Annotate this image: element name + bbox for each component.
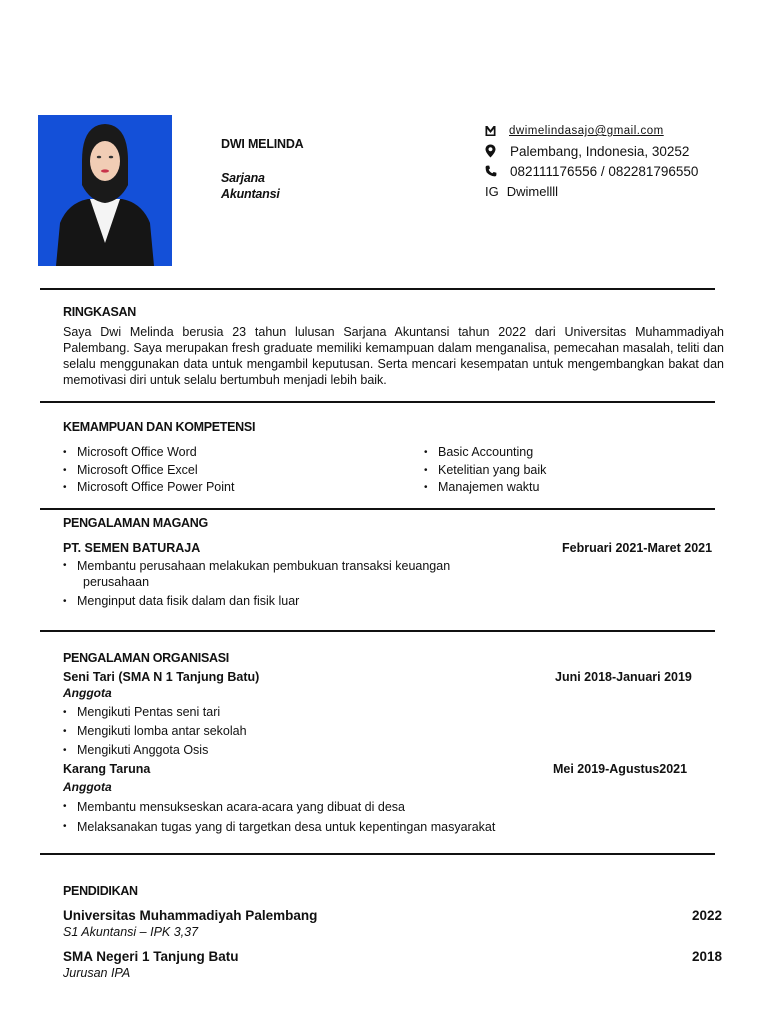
school-year: 2018 — [692, 949, 723, 964]
email-icon — [485, 123, 503, 139]
divider — [40, 288, 715, 290]
skills-right-list — [424, 444, 546, 497]
list-item: • Manajemen waktu — [424, 479, 546, 497]
list-item: • Ketelitian yang baik — [424, 462, 546, 480]
org-name: Seni Tari (SMA N 1 Tanjung Batu) — [63, 670, 260, 684]
divider — [40, 401, 715, 403]
list-item: • Mengikuti Pentas seni tari — [63, 703, 247, 722]
school-year: 2022 — [692, 908, 723, 923]
education-heading: PENDIDIKAN — [63, 884, 138, 898]
school-name: SMA Negeri 1 Tanjung Batu — [63, 949, 239, 964]
person-portrait-illustration — [38, 115, 172, 266]
list-item: • Microsoft Office Excel — [63, 462, 234, 480]
summary-heading: RINGKASAN — [63, 305, 136, 319]
phone-text: 082111176556 / 082281796550 — [510, 163, 699, 179]
internship-company: PT. SEMEN BATURAJA — [63, 541, 201, 555]
skills-heading: KEMAMPUAN DAN KOMPETENSI — [63, 420, 256, 434]
list-item: • Basic Accounting — [424, 444, 546, 462]
list-item: • Microsoft Office Word — [63, 444, 234, 462]
phone-icon — [485, 163, 503, 179]
org-role: Anggota — [63, 686, 112, 700]
internship-list — [63, 558, 503, 611]
skills-left-list — [63, 444, 234, 497]
contact-ig-row — [485, 181, 698, 201]
org-list — [63, 797, 495, 837]
school-name: Universitas Muhammadiyah Palembang — [63, 908, 318, 923]
title-line-2: Akuntansi — [221, 187, 280, 201]
org-period: Juni 2018-Januari 2019 — [555, 670, 692, 684]
list-item: • Menginput data fisik dalam dan fisik luar — [63, 593, 503, 611]
internship-heading: PENGALAMAN MAGANG — [63, 516, 208, 530]
contact-email-row — [485, 121, 698, 141]
divider — [40, 630, 715, 632]
contact-location-row — [485, 141, 698, 161]
list-item — [63, 558, 503, 590]
location-text: Palembang, Indonesia, 30252 — [510, 143, 690, 159]
org-period: Mei 2019-Agustus2021 — [553, 762, 688, 776]
school-detail: S1 Akuntansi – IPK 3,37 — [63, 925, 199, 939]
divider — [40, 508, 715, 510]
organization-heading: PENGALAMAN ORGANISASI — [63, 651, 229, 665]
list-item: • Membantu mensukseskan acara-acara yang dibuat di desa — [63, 797, 495, 817]
ig-handle: Dwimellll — [506, 183, 559, 199]
person-name: DWI MELINDA — [221, 137, 304, 151]
list-item: • Microsoft Office Power Point — [63, 479, 234, 497]
profile-photo — [38, 115, 172, 266]
contact-phone-row — [485, 161, 698, 181]
location-pin-icon — [485, 143, 503, 159]
org-list — [63, 703, 247, 760]
org-name: Karang Taruna — [63, 762, 151, 776]
email-link[interactable]: dwimelindasajo@gmail.com — [509, 125, 664, 137]
list-item-text: Membantu perusahaan melakukan pembukuan transaksi keuangan — [77, 559, 451, 573]
divider — [40, 853, 715, 855]
list-item: • Mengikuti Anggota Osis — [63, 741, 247, 760]
org-role: Anggota — [63, 780, 112, 794]
school-detail: Jurusan IPA — [63, 966, 131, 980]
list-item: • Melaksanakan tugas yang di targetkan desa untuk kepentingan masyarakat — [63, 817, 495, 837]
person-title — [221, 170, 280, 202]
summary-text: Saya Dwi Melinda berusia 23 tahun lulusan Sarjana Akuntansi tahun 2022 dari Universitas Muhammadiyah Palembang. Saya merupakan fresh graduate memiliki kemampuan dalam menganalisa, pemecahan masalah, teliti dan selalu menggunakan data untuk mengambil keputusan. Serta mencari kesempatan untuk mengembangkan bakat dan memotivasi diri untuk selalu bertumbuh menjadi lebih baik. — [63, 325, 724, 387]
title-line-1: Sarjana — [221, 171, 265, 185]
list-item-text-continued: perusahaan — [83, 575, 150, 589]
internship-period: Februari 2021-Maret 2021 — [562, 541, 713, 555]
contact-block — [485, 121, 698, 201]
list-item: • Mengikuti lomba antar sekolah — [63, 722, 247, 741]
ig-label: IG — [485, 183, 499, 199]
